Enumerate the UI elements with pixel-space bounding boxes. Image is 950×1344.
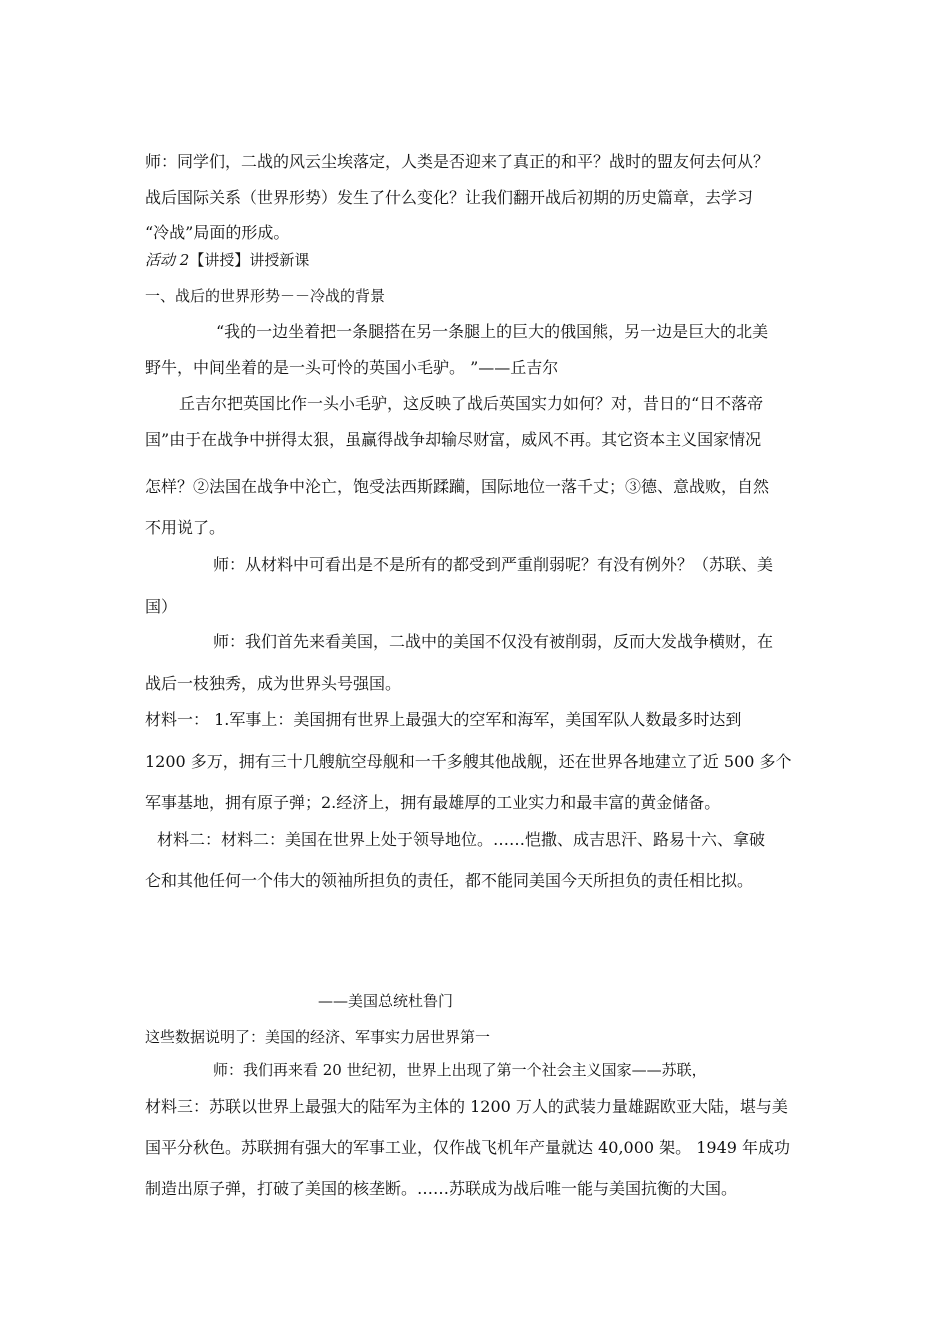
analysis-line-2: 国”由于在战争中拼得太狠，虽赢得战争却输尽财富，威风不再。其它资本主义国家情况 xyxy=(145,430,762,449)
analysis-line-1: 丘吉尔把英国比作一头小毛驴，这反映了战后英国实力如何？对，昔日的“日不落帝 xyxy=(179,394,764,413)
intro-line-2: 战后国际关系（世界形势）发生了什么变化？让我们翻开战后初期的历史篇章，去学习 xyxy=(145,188,754,207)
activity-title: 【讲授】讲授新课 xyxy=(189,251,310,269)
material1-line-1: 材料一： 1.军事上：美国拥有世界上最强大的空军和海军，美国军队人数最多时达到 xyxy=(145,710,742,729)
material3-line-1: 材料三：苏联以世界上最强大的陆军为主体的 1200 万人的武装力量雄踞欧亚大陆，堪与美 xyxy=(145,1097,788,1116)
intro-line-3: “冷战”局面的形成。 xyxy=(145,223,290,242)
teacher2-line-1: 师：我们首先来看美国，二战中的美国不仅没有被削弱，反而大发战争横财，在 xyxy=(213,632,774,651)
conclusion-line: 这些数据说明了：美国的经济、军事实力居世界第一 xyxy=(145,1028,491,1046)
quote-line-1: “我的一边坐着把一条腿搭在另一条腿上的巨大的俄国熊，另一边是巨大的北美 xyxy=(216,322,769,341)
teacher1-line-1: 师：从材料中可看出是不是所有的都受到严重削弱呢？有没有例外？（苏联、美 xyxy=(213,555,774,574)
quote-line-2: 野牛，中间坐着的是一头可怜的英国小毛驴。 ”——丘吉尔 xyxy=(145,358,559,377)
material2-line-1: 材料二：材料二：美国在世界上处于领导地位。……恺撒、成吉思汗、路易十六、拿破 xyxy=(157,830,766,849)
activity-label: 活动 2 xyxy=(145,251,190,269)
analysis-line-3: 怎样？②法国在战争中沦亡，饱受法西斯蹂躏，国际地位一落千丈；③德、意战败，自然 xyxy=(145,477,770,496)
intro-line-1: 师：同学们，二战的风云尘埃落定，人类是否迎来了真正的和平？战时的盟友何去何从？ xyxy=(145,152,770,171)
teacher2-line-2: 战后一枝独秀，成为世界头号强国。 xyxy=(145,674,402,693)
material2-source: ——美国总统杜鲁门 xyxy=(318,992,454,1010)
analysis-line-4: 不用说了。 xyxy=(145,518,226,537)
material3-line-2: 国平分秋色。苏联拥有强大的军事工业，仅作战飞机年产量就达 40,000 架。 1949 年成功 xyxy=(145,1138,791,1157)
teacher3-line: 师：我们再来看 20 世纪初，世界上出现了第一个社会主义国家——苏联， xyxy=(213,1061,707,1079)
teacher1-line-2: 国） xyxy=(145,597,178,616)
activity-heading xyxy=(145,250,815,270)
section-title: 一、战后的世界形势－－冷战的背景 xyxy=(145,287,386,305)
material1-line-2: 1200 多万，拥有三十几艘航空母舰和一千多艘其他战舰，还在世界各地建立了近 500 多个 xyxy=(145,752,792,771)
material2-line-2: 仑和其他任何一个伟大的领袖所担负的责任，都不能同美国今天所担负的责任相比拟。 xyxy=(145,871,754,890)
material3-line-3: 制造出原子弹，打破了美国的核垄断。……苏联成为战后唯一能与美国抗衡的大国。 xyxy=(145,1179,738,1198)
material1-line-3: 军事基地，拥有原子弹；2.经济上，拥有最雄厚的工业实力和最丰富的黄金储备。 xyxy=(145,793,721,812)
